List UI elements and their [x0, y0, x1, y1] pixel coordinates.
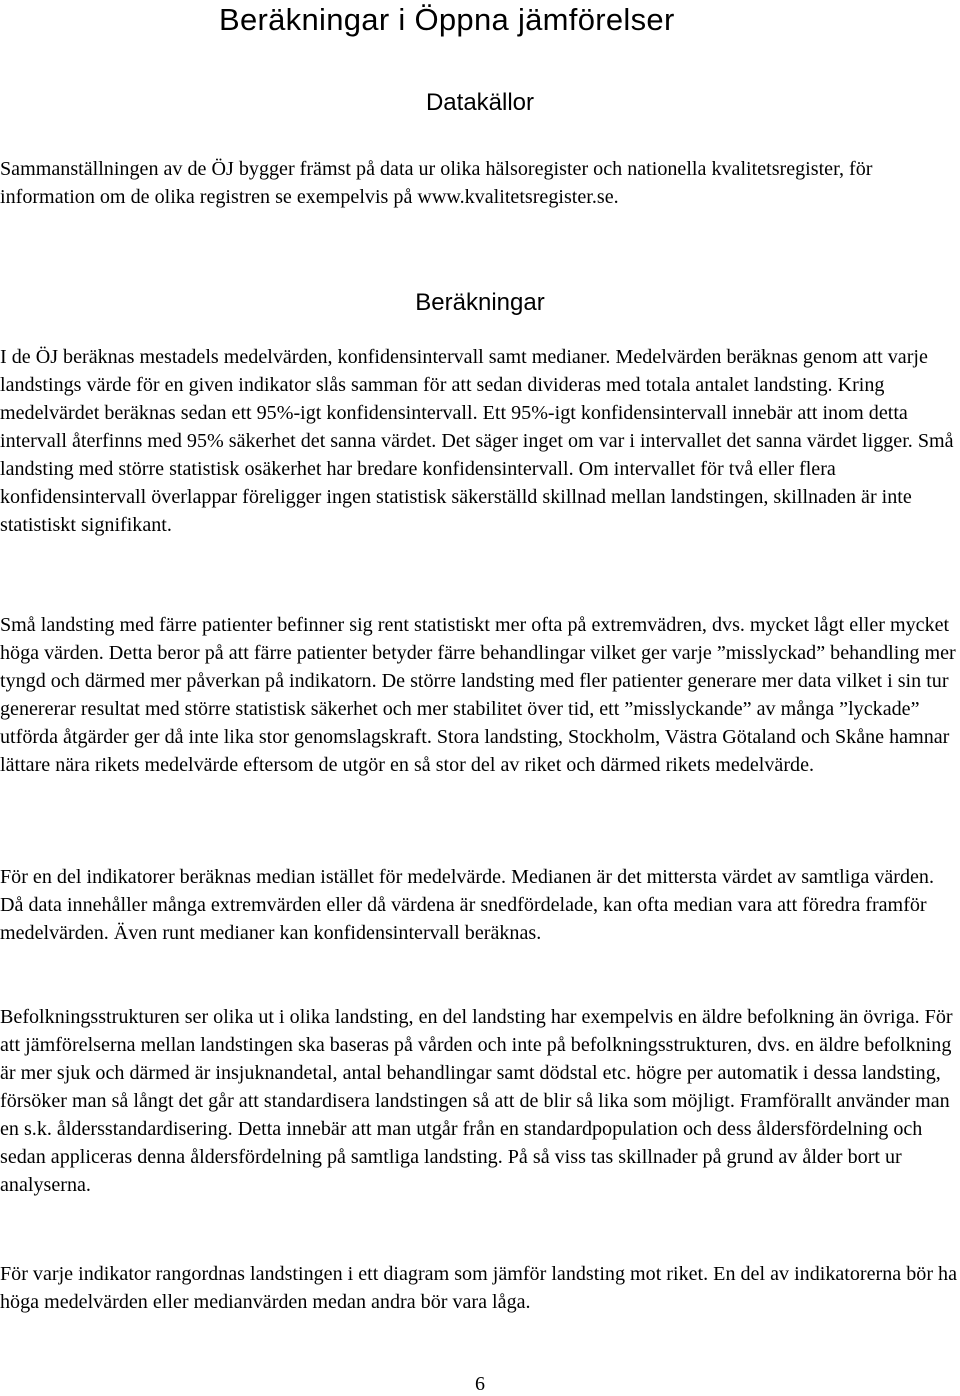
paragraph-datakallor: Sammanställningen av de ÖJ bygger främst på data ur olika hälsoregister och nationella kvalitetsregister, för information om de olika registren se exempelvis på www.kvalitetsregister.se.: [0, 158, 873, 208]
paragraph-befolkningsstruktur: Befolkningsstrukturen ser olika ut i olika landsting, en del landsting har exempelvis en äldre befolkning än övriga. För att jämförelserna mellan landstingen ska baseras på vården och inte på befolkningsstrukturen, dvs. en äldre befolkning är mer sjuk och därmed är insjuknandetal, antal behandlingar samt dödstal etc. högre per automatik i dessa landsting, försöker man så långt det går att standardisera landstingen så att de blir så lika som möjligt. Framförallt använder man en s.k. åldersstandardisering. Detta innebär att man utgår från en standardpopulation och dess åldersfördelning och sedan appliceras denna åldersfördelning på samtliga landsting. På så viss tas skillnader på grund av ålder bort ur analyserna.: [0, 1006, 953, 1196]
document-title: Beräkningar i Öppna jämförelser: [219, 2, 675, 37]
paragraph-medelvarden: I de ÖJ beräknas mestadels medelvärden, konfidensintervall samt medianer. Medelvärden beräknas genom att varje landstings värde för en given indikator slås samman för att sedan divideras med totala antalet landsting. Kring medelvärdet beräknas sedan ett 95%-igt konfidensintervall. Ett 95%-igt konfidensintervall innebär att inom detta intervall återfinns med 95% säkerhet det sanna värdet. Det säger inget om var i intervallet det sanna värdet ligger. Små landsting med större statistisk osäkerhet har bredare konfidensintervall. Om intervallet för två eller flera konfidensintervall överlappar föreligger ingen statistisk säkerställd skillnad mellan landstingen, skillnaden är inte statistiskt signifikant.: [0, 346, 954, 536]
paragraph-median: För en del indikatorer beräknas median istället för medelvärde. Medianen är det mittersta värdet av samtliga värden. Då data innehåller många extremvärden eller då värdena är snedfördelade, kan ofta median vara att föredra framför medelvärden. Även runt medianer kan konfidensintervall beräknas.: [0, 866, 935, 944]
paragraph-rangordning: För varje indikator rangordnas landstingen i ett diagram som jämför landsting mot riket. En del av indikatorerna bör ha höga medelvärden eller medianvärden medan andra bör vara låga.: [0, 1263, 957, 1313]
section-heading-datakallor: Datakällor: [425, 89, 535, 116]
page-number: 6: [475, 1373, 485, 1395]
section-heading-berakningar: Beräkningar: [415, 289, 545, 316]
paragraph-sma-landsting: Små landsting med färre patienter befinner sig rent statistiskt mer ofta på extremvädren, dvs. mycket lågt eller mycket höga värden. Detta beror på att färre patienter betyder färre behandlingar vilket ger varje ”misslyckad” behandling mer tyngd och därmed mer påverkan på indikatorn. De större landsting med fler patienter generare mer data vilket i sin tur genererar resultat med större statistisk säkerhet och mer stabilitet över tid, ett ”misslyckande” av många ”lyckade” utförda åtgärder ger då inte lika stor genomslagskraft. Stora landsting, Stockholm, Västra Götaland och Skåne hamnar lättare nära rikets medelvärde eftersom de utgör en så stor del av riket och därmed rikets medelvärde.: [0, 614, 956, 776]
